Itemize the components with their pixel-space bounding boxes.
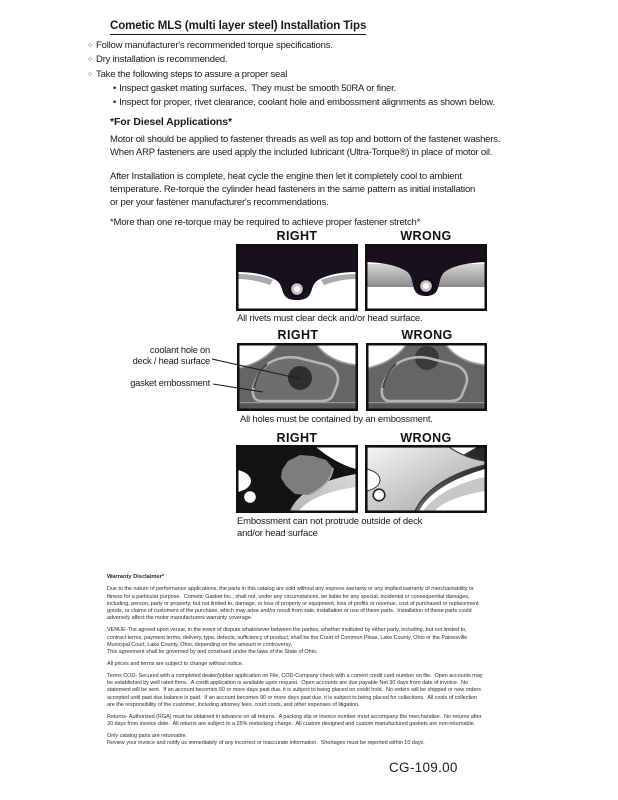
text-line: Motor oil should be applied to fastener threads as well as top and bottom of the fastener washers. (110, 134, 501, 145)
list-item (88, 68, 495, 82)
right-label: RIGHT (276, 229, 318, 243)
terms-paragraph (107, 673, 523, 709)
diesel-applications-heading: *For Diesel Applications* (110, 116, 232, 128)
diagram-rivet-right (236, 244, 358, 311)
list-item (88, 96, 495, 109)
list-item (88, 53, 495, 67)
diagram-embossment-wrong (366, 343, 487, 411)
right-label: RIGHT (277, 328, 319, 342)
diagram-rivet-wrong (365, 244, 487, 311)
embossment-outside-deck-illustration (365, 445, 487, 513)
warranty-paragraph (107, 586, 523, 622)
leader-lines (105, 342, 305, 397)
wrong-label: WRONG (401, 328, 453, 342)
text-line: fitness for a particular purpose. Cometic Gasket Inc., shall not, under any circumstances, be liable for any special, incidental or consequential damages, (107, 593, 470, 600)
text-line: contract terms, payment terms, delivery, type, defects, sufficiency of product, shall be the Court of Common Pleas, Lake County, Ohio or the Painesville (107, 634, 468, 641)
text-line: including, person, party or property, but not limited to, damage, or loss of property or equipment, loss of profits or revenue, cost of purchased or replacement (107, 600, 479, 607)
text-line: accepted until past due balance is paid. If an account becomes 90 or more days past due, it is subject to being placed for collections. All costs of collection (107, 694, 478, 701)
bolt-hole (244, 491, 256, 503)
text-line: This agreement shall be governed by and construed under the laws of the State of Ohio. (107, 649, 318, 656)
text-line: VENUE-The agreed upon venue, in the event of dispute whatsoever between the parties, whether instituted by either party, including, but not limited to, (107, 627, 467, 634)
rivet-touches-deck-illustration (365, 244, 487, 311)
rivet-center (294, 286, 300, 292)
text-line: Terms COD- Secured with a completed dealer/jobber application on File, COD-Company check with a current credit card number on file. Open accounts may (107, 672, 483, 679)
circle-bullet-icon (88, 40, 96, 51)
text-line: be established by well rated firms. A credit application is available upon request. Open accounts are due payable Net 30 days from date of invoice. No (107, 680, 469, 687)
page-title: Cometic MLS (multi layer steel) Installation Tips (110, 20, 366, 35)
text-line: goods, or claims of customers of the purchase, which may arise and/or result from sale, installation or use of these parts. Installation of these parts could (107, 608, 472, 615)
text-line: Embossment can not protrude outside of deck (237, 516, 423, 527)
embossment-inside-deck-illustration (236, 445, 358, 513)
gasket-bottom-edge (239, 403, 356, 409)
gasket-embossment-annotation: gasket embossment (130, 378, 210, 388)
text-line: and/or head surface (237, 527, 318, 539)
text-line: Municipal Court, Lake County, Ohio, depending on the amount in controversy. (107, 641, 292, 648)
bolt-hole (373, 489, 385, 501)
circle-bullet-icon (88, 54, 96, 65)
text-line: Returns- Authorized (RGA) must be obtained in advance on all returns. A packing slip or invoice number must accompany the merchandise. No returns after (107, 713, 482, 720)
text-line: or per your fastener manufacturer's recommendations. (110, 197, 329, 208)
returns-paragraph (107, 714, 523, 729)
text-line: When ARP fasteners are used apply the included lubricant (Ultra-Torque®) in place of motor oil. (110, 147, 493, 158)
circle-bullet-icon (88, 69, 96, 80)
list-item (88, 39, 495, 53)
installation-tips-list (88, 39, 495, 109)
text-line: temperature. Re-torque the cylinder head fasteners in the same pattern as initial installation (110, 184, 476, 195)
title-row (110, 16, 366, 35)
diagram-protrude-wrong (365, 445, 487, 513)
hole-outside-embossment-illustration (366, 343, 487, 411)
gasket-bottom-edge (368, 403, 485, 409)
row1-caption: All rivets must clear deck and/or head surface. (237, 313, 423, 324)
embossment-leader-line (213, 384, 263, 392)
text-line: deck / head surface (132, 355, 210, 366)
text-line: 30 days from invoice date. All returns are subject to a 25% restocking charge. All custom designed and custom manufactured gaskets are non-returnable. (107, 721, 476, 728)
text-line: After Installation is complete, heat cycle the engine then let it completely cool to ambient (110, 171, 462, 182)
text-line: All prices and terms are subject to change without notice. (107, 660, 244, 667)
coolant-leader-line (212, 359, 301, 379)
list-item (88, 82, 495, 95)
text-line: are the responsibility of the customer, including attorney fees, court costs, and other expenses of litigation. (107, 701, 360, 708)
bullet-text: Follow manufacturer's recommended torque specifications. (96, 40, 333, 51)
row3-caption (237, 516, 422, 539)
right-label: RIGHT (276, 431, 318, 445)
text-line: Only catalog parts are returnable. (107, 732, 187, 739)
text-line: adversely affect the motor manufacturers warranty coverage. (107, 615, 253, 622)
legal-disclaimer (107, 574, 523, 752)
bullet-text: Inspect gasket mating surfaces. They must be smooth 50RA or finer. (119, 83, 396, 95)
heat-cycle-paragraph (110, 170, 475, 209)
venue-paragraph (107, 627, 523, 656)
bullet-text: Take the following steps to assure a proper seal (96, 68, 288, 80)
text-line: coolant hole on (149, 345, 210, 355)
rivet-center (423, 283, 429, 289)
warranty-disclaimer-heading: Warranty Disclaimer* (107, 574, 165, 580)
text-line: statement will be sent. If an account becomes 60 or more days past due, it is subject to being placed on credit hold. No orders will be shipped or new orders (107, 687, 481, 694)
text-line: Due to the nature of performance applications, the parts in this catalog are sold without any express warranty or any implied warranty of merchantability or (107, 586, 474, 593)
prices-paragraph (107, 661, 523, 668)
row2-caption: All holes must be contained by an embossment. (240, 414, 433, 425)
motor-oil-paragraph (110, 133, 500, 159)
catalog-returns-paragraph (107, 733, 523, 748)
diagram-protrude-right (236, 445, 358, 513)
wrong-label: WRONG (400, 229, 452, 243)
text-line: Review your invoice and notify us immediately of any incorrect or inaccurate information. Shortages must be reported within 10 days. (107, 740, 425, 747)
rivet-clears-deck-illustration (236, 244, 358, 311)
wrong-label: WRONG (400, 431, 452, 445)
bullet-text: Dry installation is recommended. (96, 54, 228, 66)
document-number: CG-109.00 (389, 760, 458, 775)
bullet-text: Inspect for proper, rivet clearance, coolant hole and embossment alignments as shown below. (119, 96, 495, 108)
retorque-note: *More than one re-torque may be required to achieve proper fastener stretch* (110, 217, 421, 228)
